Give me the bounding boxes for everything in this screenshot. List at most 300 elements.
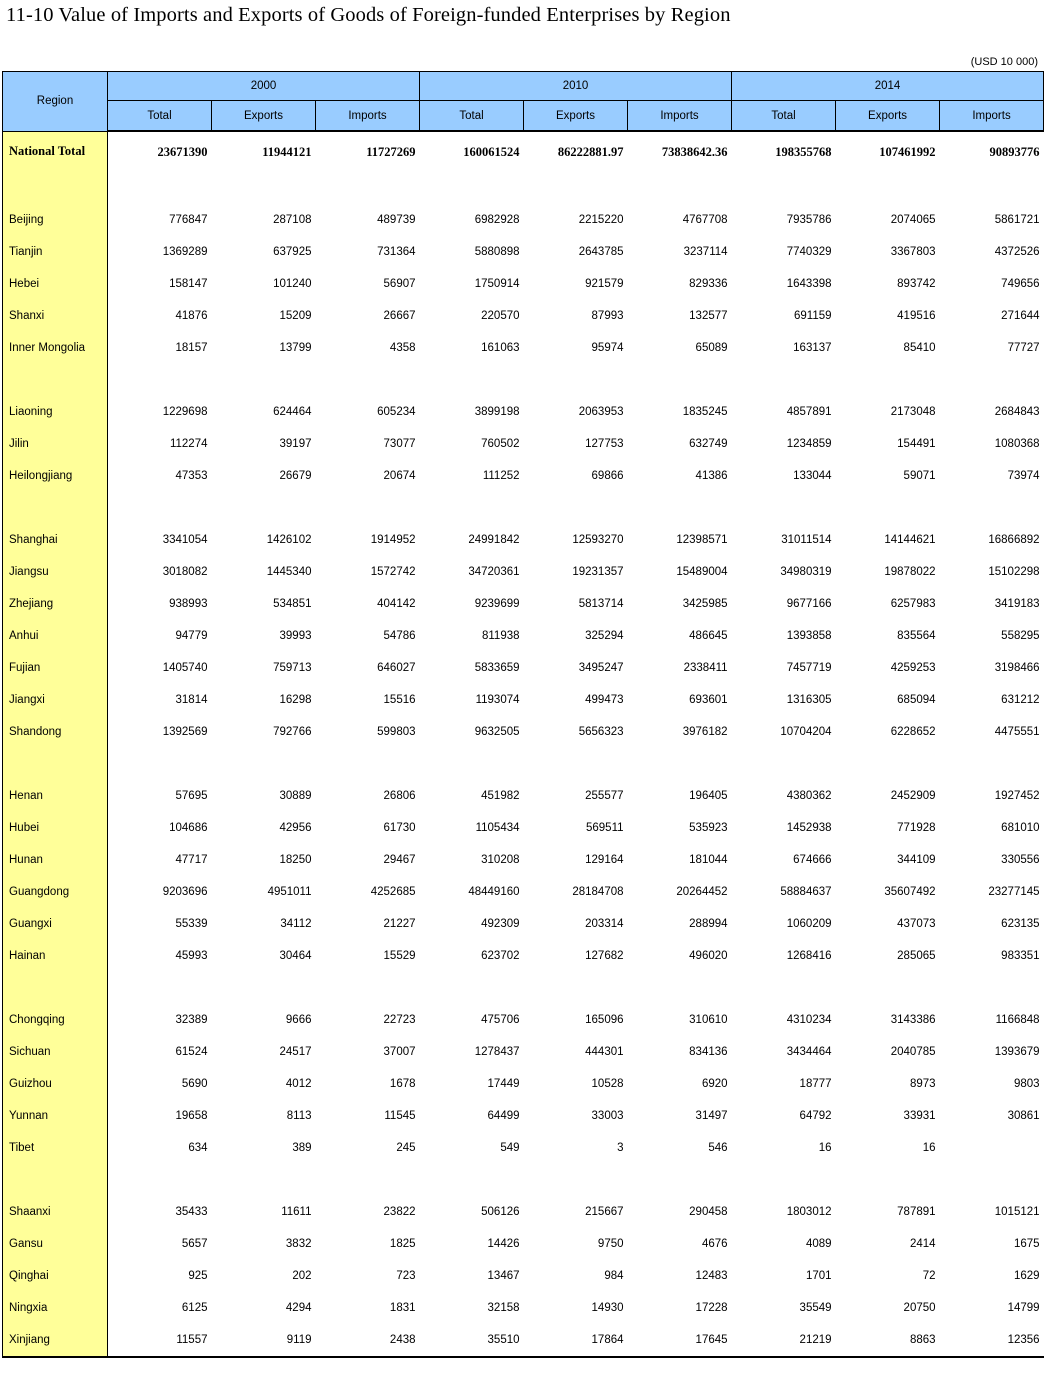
spacer-cell: [940, 172, 1044, 204]
table-row: [3, 1132, 1044, 1164]
spacer-cell: [420, 492, 524, 524]
value-cell: [940, 1132, 1044, 1164]
spacer-cell: [420, 364, 524, 396]
table-row: [3, 524, 1044, 556]
value-cell: 3899198: [474, 406, 520, 418]
spacer-cell: [940, 1164, 1044, 1196]
value-cell: 15489004: [676, 566, 728, 578]
value-cell: 26806: [383, 790, 416, 802]
value-cell: 5813714: [578, 598, 624, 610]
value-cell: 7740329: [786, 246, 832, 258]
value-cell: 5657: [181, 1238, 208, 1250]
table-row: [3, 812, 1044, 844]
year-header: 2014: [732, 72, 1044, 101]
region-name: Hebei: [3, 268, 108, 300]
value-cell: 310610: [689, 1014, 728, 1026]
value-cell: 35433: [175, 1206, 208, 1218]
spacer-cell: [316, 1164, 420, 1196]
spacer-cell: [732, 972, 836, 1004]
region-name: Yunnan: [3, 1100, 108, 1132]
value-cell: 95974: [591, 342, 624, 354]
value-cell: 3832: [285, 1238, 312, 1250]
sub-header-exports: Exports: [212, 101, 316, 132]
value-cell: 215667: [585, 1206, 624, 1218]
value-cell: 330556: [1001, 854, 1040, 866]
spacer-cell: [524, 972, 628, 1004]
value-cell: 646027: [377, 662, 416, 674]
value-cell: 4676: [701, 1238, 728, 1250]
table-row: [3, 556, 1044, 588]
value-cell: 1234859: [786, 438, 832, 450]
value-cell: 73838642.36: [661, 144, 728, 159]
spacer-cell: [628, 1164, 732, 1196]
spacer-cell: [940, 364, 1044, 396]
spacer-cell: [108, 748, 212, 780]
page-title: 11-10 Value of Imports and Exports of Goods of Foreign-funded Enterprises by Region: [6, 4, 731, 26]
value-cell: 20674: [383, 470, 416, 482]
value-cell: 1445340: [266, 566, 312, 578]
sub-header-total: Total: [420, 101, 524, 132]
value-cell: 749656: [1001, 278, 1040, 290]
value-cell: 760502: [481, 438, 520, 450]
value-cell: 9632505: [474, 726, 520, 738]
value-cell: 2338411: [683, 662, 728, 674]
table-row: [3, 684, 1044, 716]
region-name: Hainan: [3, 940, 108, 972]
value-cell: 154491: [897, 438, 936, 450]
spacer-cell: [212, 492, 316, 524]
spacer-cell: [732, 172, 836, 204]
value-cell: 11944121: [262, 144, 312, 159]
value-cell: 634: [188, 1142, 208, 1154]
value-cell: 1369289: [162, 246, 208, 258]
value-cell: 64499: [487, 1110, 520, 1122]
value-cell: 569511: [585, 822, 624, 834]
value-cell: 685094: [897, 694, 936, 706]
value-cell: 28184708: [572, 886, 624, 898]
value-cell: 444301: [585, 1046, 624, 1058]
value-cell: 31011514: [781, 534, 832, 546]
value-cell: 111252: [482, 470, 520, 482]
table-row: [3, 204, 1044, 236]
value-cell: 255577: [585, 790, 624, 802]
spacer-cell: [524, 492, 628, 524]
value-cell: 5880898: [474, 246, 520, 258]
value-cell: 132577: [689, 310, 728, 322]
table-row: [3, 268, 1044, 300]
value-cell: 4475551: [994, 726, 1040, 738]
value-cell: 34720361: [468, 566, 520, 578]
year-header: 2000: [108, 72, 420, 101]
value-cell: 133044: [793, 470, 832, 482]
value-cell: 834136: [689, 1046, 728, 1058]
value-cell: 8113: [286, 1110, 312, 1122]
value-cell: 7457719: [786, 662, 832, 674]
value-cell: 1392569: [162, 726, 208, 738]
sub-header-total: Total: [108, 101, 212, 132]
spacer-cell: [628, 972, 732, 1004]
value-cell: 163137: [793, 342, 832, 354]
value-cell: 107461992: [879, 144, 936, 159]
value-cell: 1015121: [994, 1206, 1040, 1218]
value-cell: 290458: [689, 1206, 728, 1218]
value-cell: 59071: [903, 470, 936, 482]
region-name: Shanxi: [3, 300, 108, 332]
spacer-cell: [732, 492, 836, 524]
value-cell: 21227: [383, 918, 416, 930]
value-cell: 57695: [175, 790, 208, 802]
value-cell: 558295: [1001, 630, 1040, 642]
value-cell: 983351: [1001, 950, 1040, 962]
value-cell: 54786: [383, 630, 416, 642]
value-cell: 26679: [279, 470, 312, 482]
spacer-cell: [628, 364, 732, 396]
value-cell: 6920: [701, 1078, 728, 1090]
value-cell: 17449: [487, 1078, 520, 1090]
value-cell: 2173048: [890, 406, 936, 418]
value-cell: 160061524: [463, 144, 520, 159]
spacer-cell: [212, 172, 316, 204]
value-cell: 220570: [481, 310, 520, 322]
value-cell: 16: [922, 1142, 936, 1154]
value-cell: 8863: [836, 1324, 940, 1357]
value-cell: 287108: [273, 214, 312, 226]
value-cell: 55339: [175, 918, 208, 930]
region-name: Ningxia: [3, 1292, 108, 1324]
spacer-row: [3, 972, 1044, 1004]
unit-label: (USD 10 000): [970, 56, 1038, 68]
value-cell: 12483: [695, 1270, 728, 1282]
value-cell: 5861721: [994, 214, 1040, 226]
value-cell: 35607492: [884, 886, 936, 898]
value-cell: 73974: [1007, 470, 1040, 482]
value-cell: 792766: [273, 726, 312, 738]
sub-header-exports: Exports: [524, 101, 628, 132]
value-cell: 15529: [383, 950, 416, 962]
value-cell: 87993: [591, 310, 624, 322]
table-row: [3, 940, 1044, 972]
value-cell: 101240: [273, 278, 312, 290]
value-cell: 2643785: [578, 246, 624, 258]
table-row: [3, 1100, 1044, 1132]
table-row: [3, 1228, 1044, 1260]
value-cell: 181044: [689, 854, 728, 866]
value-cell: 11545: [384, 1110, 416, 1122]
value-cell: 14799: [1007, 1302, 1040, 1314]
spacer-cell: [3, 364, 108, 396]
value-cell: 5833659: [474, 662, 520, 674]
spacer-cell: [732, 1164, 836, 1196]
value-cell: 26667: [383, 310, 416, 322]
value-cell: 492309: [481, 918, 520, 930]
value-cell: 6257983: [890, 598, 936, 610]
table-row: [3, 1068, 1044, 1100]
value-cell: 4380362: [786, 790, 832, 802]
value-cell: 489739: [377, 214, 416, 226]
value-cell: 73077: [383, 438, 416, 450]
value-cell: 19878022: [884, 566, 936, 578]
spacer-cell: [108, 972, 212, 1004]
spacer-cell: [316, 364, 420, 396]
region-name: Tibet: [3, 1132, 108, 1164]
value-cell: 3237114: [683, 246, 728, 258]
value-cell: 5656323: [578, 726, 624, 738]
sub-header-imports: Imports: [316, 101, 420, 132]
spacer-cell: [3, 1164, 108, 1196]
region-name: Guangdong: [3, 876, 108, 908]
value-cell: 6125: [181, 1302, 208, 1314]
table-row: [3, 620, 1044, 652]
value-cell: 33931: [903, 1110, 936, 1122]
value-cell: 11557: [108, 1324, 212, 1357]
value-cell: 86222881.97: [557, 144, 624, 159]
value-cell: 61730: [383, 822, 416, 834]
value-cell: 3425985: [682, 598, 728, 610]
value-cell: 158147: [169, 278, 208, 290]
value-cell: 1927452: [994, 790, 1040, 802]
region-name: Jilin: [3, 428, 108, 460]
table-row: [3, 1324, 1044, 1357]
region-name: Guizhou: [3, 1068, 108, 1100]
spacer-row: [3, 1164, 1044, 1196]
value-cell: 4294: [285, 1302, 312, 1314]
value-cell: 4358: [389, 342, 416, 354]
value-cell: 35510: [420, 1324, 524, 1357]
value-cell: 759713: [273, 662, 312, 674]
value-cell: 39993: [279, 630, 312, 642]
region-name: Shaanxi: [3, 1196, 108, 1228]
table-row: [3, 460, 1044, 492]
value-cell: 9666: [285, 1014, 312, 1026]
value-cell: 8973: [909, 1078, 936, 1090]
spacer-cell: [940, 972, 1044, 1004]
value-cell: 58884637: [780, 886, 832, 898]
value-cell: 30889: [279, 790, 312, 802]
spacer-cell: [3, 748, 108, 780]
spacer-cell: [836, 492, 940, 524]
sub-header-imports: Imports: [628, 101, 732, 132]
value-cell: 14144621: [884, 534, 936, 546]
value-cell: 19231357: [572, 566, 624, 578]
value-cell: 419516: [897, 310, 936, 322]
year-header: 2010: [420, 72, 732, 101]
spacer-cell: [420, 1164, 524, 1196]
spacer-cell: [108, 492, 212, 524]
value-cell: 41386: [695, 470, 728, 482]
table-row: [3, 716, 1044, 748]
value-cell: 2215220: [578, 214, 624, 226]
value-cell: 893742: [897, 278, 936, 290]
value-cell: 72: [922, 1270, 936, 1282]
table-row: [3, 1196, 1044, 1228]
value-cell: 475706: [481, 1014, 520, 1026]
value-cell: 19658: [175, 1110, 208, 1122]
value-cell: 9677166: [786, 598, 832, 610]
value-cell: 605234: [377, 406, 416, 418]
value-cell: 6228652: [890, 726, 936, 738]
value-cell: 938993: [169, 598, 208, 610]
spacer-cell: [524, 172, 628, 204]
value-cell: 637925: [273, 246, 312, 258]
table-row: [3, 588, 1044, 620]
table-row: [3, 300, 1044, 332]
value-cell: 1914952: [370, 534, 416, 546]
value-cell: 546: [708, 1142, 728, 1154]
region-name: Jiangxi: [3, 684, 108, 716]
value-cell: 549: [500, 1142, 520, 1154]
value-cell: 1452938: [786, 822, 832, 834]
value-cell: 285065: [897, 950, 936, 962]
value-cell: 18157: [175, 342, 208, 354]
sub-header-imports: Imports: [940, 101, 1044, 132]
region-name: Zhejiang: [3, 588, 108, 620]
value-cell: 7935786: [786, 214, 832, 226]
spacer-cell: [108, 364, 212, 396]
value-cell: 693601: [689, 694, 728, 706]
value-cell: 127753: [585, 438, 624, 450]
table-row: [3, 1292, 1044, 1324]
spacer-cell: [524, 748, 628, 780]
spacer-cell: [3, 972, 108, 1004]
spacer-cell: [316, 172, 420, 204]
value-cell: 499473: [585, 694, 624, 706]
value-cell: 12356: [940, 1324, 1044, 1357]
value-cell: 77727: [1007, 342, 1040, 354]
spacer-cell: [628, 748, 732, 780]
value-cell: 48449160: [468, 886, 520, 898]
value-cell: 1229698: [162, 406, 208, 418]
spacer-cell: [212, 364, 316, 396]
spacer-cell: [732, 364, 836, 396]
value-cell: 1825: [389, 1238, 416, 1250]
value-cell: 16298: [279, 694, 312, 706]
spacer-cell: [420, 172, 524, 204]
value-cell: 4951011: [267, 886, 312, 898]
value-cell: 631212: [1001, 694, 1040, 706]
value-cell: 1750914: [474, 278, 520, 290]
table-row: [3, 1004, 1044, 1036]
value-cell: 389: [292, 1142, 312, 1154]
value-cell: 835564: [897, 630, 936, 642]
spacer-cell: [108, 1164, 212, 1196]
table-body: [3, 131, 1044, 1357]
value-cell: 18777: [799, 1078, 832, 1090]
value-cell: 723: [396, 1270, 416, 1282]
value-cell: 3341054: [162, 534, 208, 546]
spacer-cell: [836, 364, 940, 396]
region-name: Shanghai: [3, 524, 108, 556]
value-cell: 486645: [689, 630, 728, 642]
value-cell: 1105434: [475, 822, 520, 834]
value-cell: 984: [604, 1270, 624, 1282]
region-name: Beijing: [3, 204, 108, 236]
value-cell: 35549: [799, 1302, 832, 1314]
table-row: [3, 908, 1044, 940]
value-cell: 2414: [909, 1238, 936, 1250]
value-cell: 404142: [377, 598, 416, 610]
value-cell: 674666: [793, 854, 832, 866]
value-cell: 496020: [689, 950, 728, 962]
value-cell: 623135: [1001, 918, 1040, 930]
value-cell: 1678: [389, 1078, 416, 1090]
region-name: Tianjin: [3, 236, 108, 268]
value-cell: 64792: [799, 1110, 832, 1122]
table-row: [3, 876, 1044, 908]
value-cell: 10528: [591, 1078, 624, 1090]
spacer-cell: [628, 492, 732, 524]
value-cell: 112274: [169, 438, 208, 450]
table-row: [3, 332, 1044, 364]
value-cell: 9803: [1013, 1078, 1040, 1090]
value-cell: 3495247: [578, 662, 624, 674]
value-cell: 6982928: [474, 214, 520, 226]
value-cell: 24991842: [468, 534, 520, 546]
value-cell: 21219: [732, 1324, 836, 1357]
value-cell: 15516: [383, 694, 416, 706]
value-cell: 1675: [1013, 1238, 1040, 1250]
value-cell: 4767708: [682, 214, 728, 226]
region-name: Jiangsu: [3, 556, 108, 588]
value-cell: 437073: [897, 918, 936, 930]
spacer-row: [3, 492, 1044, 524]
value-cell: 3367803: [890, 246, 936, 258]
spacer-cell: [628, 172, 732, 204]
value-cell: 1629: [1013, 1270, 1040, 1282]
spacer-cell: [420, 748, 524, 780]
value-cell: 90893776: [989, 144, 1040, 159]
value-cell: 23822: [383, 1206, 416, 1218]
value-cell: 623702: [481, 950, 520, 962]
spacer-cell: [940, 492, 1044, 524]
value-cell: 61524: [175, 1046, 208, 1058]
region-name: National Total: [3, 131, 108, 172]
table-row: [3, 236, 1044, 268]
table-row: [3, 652, 1044, 684]
value-cell: 325294: [585, 630, 624, 642]
value-cell: 1835245: [682, 406, 728, 418]
value-cell: 202: [292, 1270, 312, 1282]
region-name: Henan: [3, 780, 108, 812]
value-cell: 1166848: [995, 1014, 1040, 1026]
region-column-header: Region: [3, 72, 108, 132]
spacer-cell: [524, 364, 628, 396]
value-cell: 1316305: [786, 694, 832, 706]
value-cell: 203314: [585, 918, 624, 930]
sub-header-exports: Exports: [836, 101, 940, 132]
value-cell: 1701: [805, 1270, 832, 1282]
value-cell: 9239699: [474, 598, 520, 610]
value-cell: 3976182: [682, 726, 728, 738]
value-cell: 506126: [481, 1206, 520, 1218]
value-cell: 1803012: [786, 1206, 832, 1218]
value-cell: 535923: [689, 822, 728, 834]
spacer-row: [3, 748, 1044, 780]
value-cell: 599803: [377, 726, 416, 738]
value-cell: 4259253: [890, 662, 936, 674]
sub-header-total: Total: [732, 101, 836, 132]
value-cell: 288994: [689, 918, 728, 930]
value-cell: 787891: [897, 1206, 936, 1218]
spacer-cell: [3, 172, 108, 204]
value-cell: 56907: [383, 278, 416, 290]
value-cell: 925: [188, 1270, 208, 1282]
value-cell: 271644: [1001, 310, 1040, 322]
value-cell: 1426102: [266, 534, 312, 546]
value-cell: 731364: [377, 246, 416, 258]
region-name: Guangxi: [3, 908, 108, 940]
value-cell: 12593270: [572, 534, 624, 546]
value-cell: 771928: [897, 822, 936, 834]
